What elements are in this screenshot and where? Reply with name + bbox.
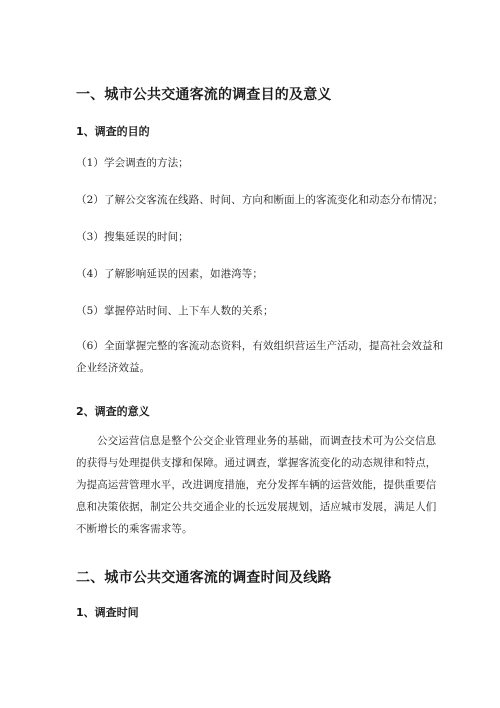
purpose-item-3: （3）搜集延误的时间； xyxy=(76,231,189,243)
purpose-item-6-line-1: （6）全面掌握完整的客流动态资料，有效组织营运生产活动，提高社会效益和 xyxy=(76,340,444,352)
significance-line-4: 息和决策依据，制定公共交通企业的长远发展规划，适应城市发展，满足人们 xyxy=(76,501,437,513)
significance-line-1: 公交运营信息是整个公交企业管理业务的基础，而调查技术可为公交信息 xyxy=(97,435,437,447)
significance-line-3: 为提高运营管理水平，改进调度措施，充分发挥车辆的运营效能，提供重要信 xyxy=(76,479,437,491)
purpose-item-6 xyxy=(76,335,444,379)
purpose-item-6-line-2: 企业经济效益。 xyxy=(76,362,151,374)
purpose-item-5: （5）掌握停站时间、上下车人数的关系； xyxy=(76,305,274,317)
significance-paragraph xyxy=(76,430,437,540)
subsection-2-1-heading: 1、调查时间 xyxy=(76,606,139,619)
section-2-heading: 二、城市公共交通客流的调查时间及线路 xyxy=(76,570,332,586)
purpose-item-1: （1）学会调查的方法； xyxy=(76,157,189,169)
significance-line-5: 不断增长的乘客需求等。 xyxy=(76,523,193,535)
subsection-1-2-heading: 2、调查的意义 xyxy=(76,405,150,418)
section-1-heading: 一、城市公共交通客流的调查目的及意义 xyxy=(76,87,332,103)
subsection-1-1-heading: 1、调查的目的 xyxy=(76,125,150,138)
significance-line-2: 的获得与处理提供支撑和保障。通过调查，掌握客流变化的动态规律和特点， xyxy=(76,457,437,469)
purpose-item-2: （2）了解公交客流在线路、时间、方向和断面上的客流变化和动态分布情况； xyxy=(76,194,444,206)
purpose-item-4: （4）了解影响延误的因素，如港湾等； xyxy=(76,268,263,280)
